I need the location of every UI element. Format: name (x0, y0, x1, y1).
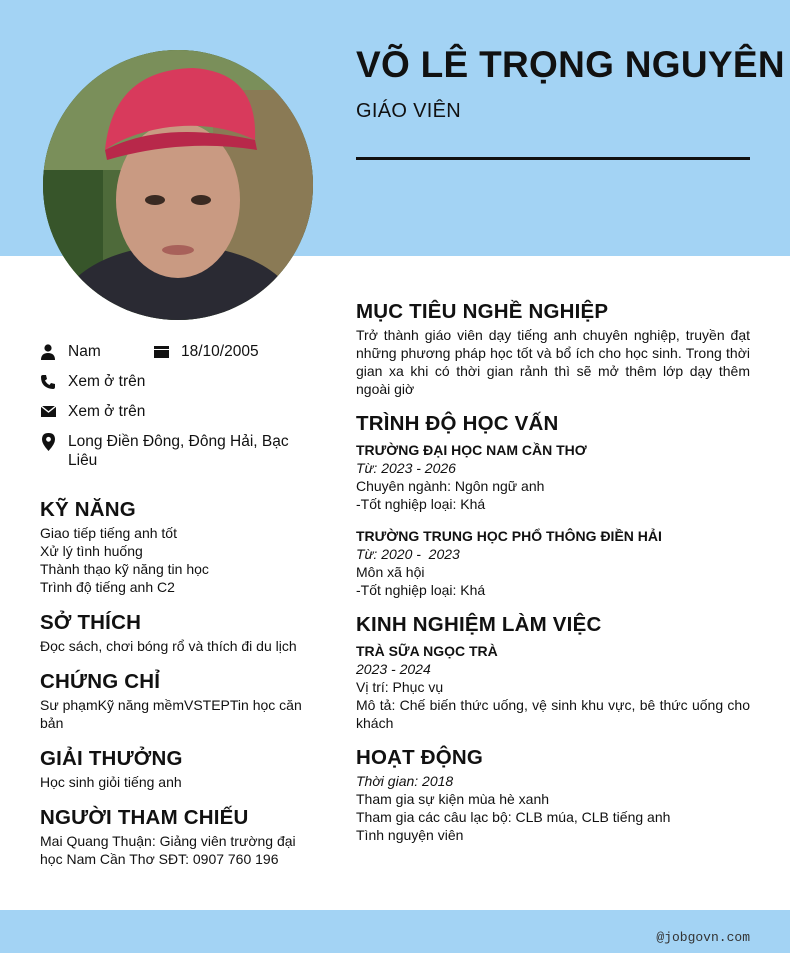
experience-title: KINH NGHIỆM LÀM VIỆC (356, 613, 602, 636)
school-period: Từ: 2023 - 2026 (356, 460, 456, 476)
company-detail: Mô tả: Chế biến thức uống, vệ sinh khu vực, bê thức uống cho khách (356, 697, 750, 731)
hobbies-section (40, 609, 317, 655)
candidate-name: VÕ LÊ TRỌNG NGUYÊN (356, 44, 785, 85)
location-pin-icon (40, 432, 56, 451)
profile-photo-illustration (43, 50, 313, 320)
gender-cell (40, 342, 135, 361)
right-column (356, 298, 750, 856)
references-section (40, 804, 317, 868)
hobbies-text: Đọc sách, chơi bóng rổ và thích đi du lịch (40, 638, 297, 654)
profile-photo (43, 50, 313, 320)
activity-item: Tham gia sự kiện mùa hè xanh (356, 791, 550, 807)
company-period: 2023 - 2024 (356, 661, 431, 677)
references-text: Mai Quang Thuận: Giảng viên trường đại học Nam Cần Thơ SĐT: 0907 760 196 (40, 833, 296, 867)
footer-watermark: @jobgovn.com (656, 930, 750, 945)
person-icon (40, 342, 56, 361)
activities-period: Thời gian: 2018 (356, 773, 454, 789)
contact-row-email (40, 402, 320, 421)
objective-title: MỤC TIÊU NGHỀ NGHIỆP (356, 300, 609, 323)
skills-section (40, 496, 317, 596)
school-detail: Chuyên ngành: Ngôn ngữ anh (356, 478, 545, 494)
certificates-title: CHỨNG CHỈ (40, 670, 161, 693)
phone-value: Xem ở trên (68, 373, 146, 390)
company-detail: Vị trí: Phục vụ (356, 679, 444, 695)
education-entry (356, 441, 750, 513)
experience-entry (356, 642, 750, 732)
school-detail: Môn xã hội (356, 564, 425, 580)
footer-band (0, 910, 790, 953)
experience-section (356, 611, 750, 732)
activities-section (356, 744, 750, 844)
skill-item: Giao tiếp tiếng anh tốt (40, 525, 177, 541)
school-name: TRƯỜNG TRUNG HỌC PHỔ THÔNG ĐIỀN HẢI (356, 528, 662, 544)
gender-value: Nam (68, 343, 101, 360)
address-value: Long Điền Đông, Đông Hải, Bạc Liêu (68, 433, 289, 469)
activity-item: Tình nguyện viên (356, 827, 464, 843)
awards-title: GIẢI THƯỞNG (40, 747, 183, 770)
skills-title: KỸ NĂNG (40, 498, 136, 521)
awards-section (40, 745, 317, 791)
activities-title: HOẠT ĐỘNG (356, 746, 484, 769)
certificates-text: Sư phạmKỹ năng mềmVSTEPTin học căn bản (40, 697, 302, 731)
left-column (40, 496, 317, 881)
email-value: Xem ở trên (68, 403, 146, 420)
awards-text: Học sinh giỏi tiếng anh (40, 774, 182, 790)
objective-text: Trở thành giáo viên dạy tiếng anh chuyên nghiệp, truyền đạt những phương pháp học tốt và bổ ích cho học sinh. Trong thời gian xa khi có thời gian rảnh thì sẽ mở thêm lớp dạy thêm ngoài giờ (356, 327, 750, 397)
mail-icon (40, 402, 56, 421)
education-entry (356, 527, 750, 599)
education-title: TRÌNH ĐỘ HỌC VẤN (356, 412, 559, 435)
references-title: NGƯỜI THAM CHIẾU (40, 806, 249, 829)
school-detail: -Tốt nghiệp loại: Khá (356, 582, 486, 598)
school-period: Từ: 2020 - 2023 (356, 546, 460, 562)
calendar-icon (153, 342, 169, 361)
education-section (356, 410, 750, 599)
skill-item: Thành thạo kỹ năng tin học (40, 561, 209, 577)
job-title: GIÁO VIÊN (356, 100, 461, 122)
school-detail: -Tốt nghiệp loại: Khá (356, 496, 486, 512)
contact-row-gender-birthday (40, 342, 320, 361)
objective-section (356, 298, 750, 398)
phone-icon (40, 372, 56, 391)
certificates-section (40, 668, 317, 732)
hobbies-title: SỞ THÍCH (40, 611, 142, 634)
skill-item: Xử lý tình huống (40, 543, 143, 559)
title-divider (356, 157, 750, 160)
birthday-value: 18/10/2005 (181, 343, 259, 360)
birthday-cell (153, 342, 259, 361)
contact-row-address (40, 432, 320, 470)
contact-row-phone (40, 372, 320, 391)
activity-item: Tham gia các câu lạc bộ: CLB múa, CLB tiếng anh (356, 809, 671, 825)
school-name: TRƯỜNG ĐẠI HỌC NAM CẦN THƠ (356, 442, 587, 458)
company-name: TRÀ SỮA NGỌC TRÀ (356, 643, 498, 659)
skill-item: Trình độ tiếng anh C2 (40, 579, 175, 595)
contact-info (40, 342, 320, 481)
